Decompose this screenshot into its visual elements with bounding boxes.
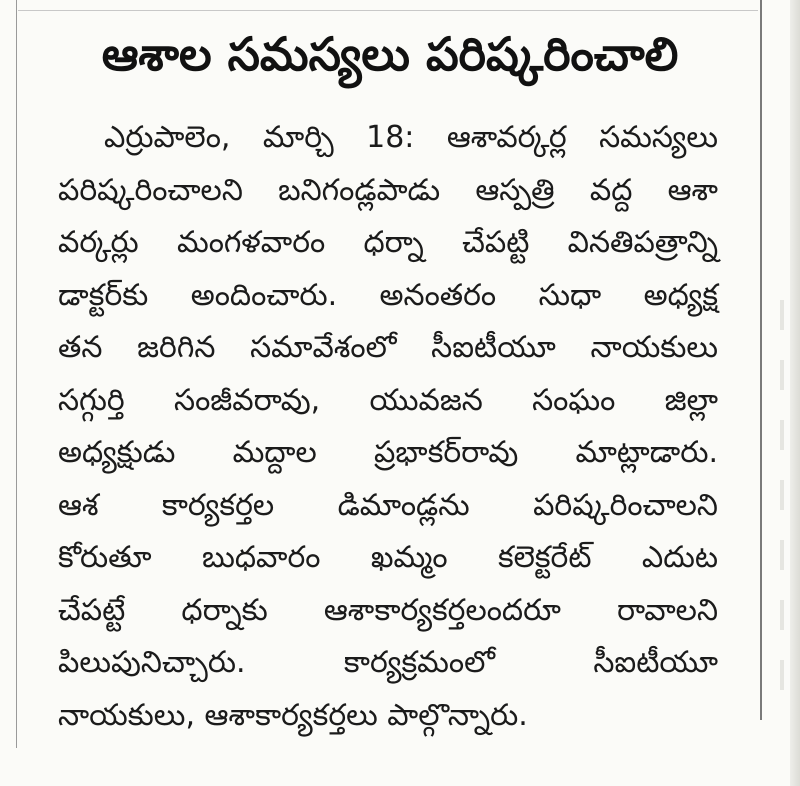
article-line: పరిష్కరించాలని బనిగండ్లపాడు ఆస్పత్రి వద్ద ఆశా [58, 172, 718, 208]
top-rule [18, 0, 758, 11]
article-line: డాక్టర్‌కు అందించారు. అనంతరం సుధా అధ్యక్ష [58, 277, 718, 313]
article-line: ఎర్రుపాలెం, మార్చి 18: ఆశావర్కర్ల సమస్యలు [104, 120, 718, 155]
left-column-rule [16, 0, 17, 748]
article-line: అధ్యక్షుడు మద్దాల ప్రభాకర్‌రావు మాట్లాడారు. [58, 435, 718, 470]
right-column-rule [760, 0, 762, 720]
article-line: సగ్గుర్తి సంజీవరావు, యువజన సంఘం జిల్లా [58, 382, 718, 418]
article-line: పిలుపునిచ్చారు. కార్యక్రమంలో సీఐటీయూ [58, 645, 718, 680]
scan-edge-shadow [790, 0, 800, 786]
article-line: నాయకులు, ఆశాకార్యకర్తలు పాల్గొన్నారు. [58, 697, 528, 733]
article-line: చేపట్టే ధర్నాకు ఆశాకార్యకర్తలందరూ రావాలని [58, 592, 718, 628]
adjacent-column-edge [780, 300, 784, 720]
article-line: కోరుతూ బుధవారం ఖమ్మం కలెక్టరేట్ ఎదుట [58, 540, 718, 575]
article-line: తన జరిగిన సమావేశంలో సీఐటీయూ నాయకులు [58, 330, 718, 365]
article-body [58, 112, 718, 742]
article-line: ఆశ కార్యకర్తల డిమాండ్లను పరిష్కరించాలని [58, 487, 718, 523]
article-headline: ఆశాల సమస్యలు పరిష్కరించాలి [101, 27, 679, 81]
article-line: వర్కర్లు మంగళవారం ధర్నా చేపట్టి వినతిపత్రాన్ని [58, 225, 718, 260]
